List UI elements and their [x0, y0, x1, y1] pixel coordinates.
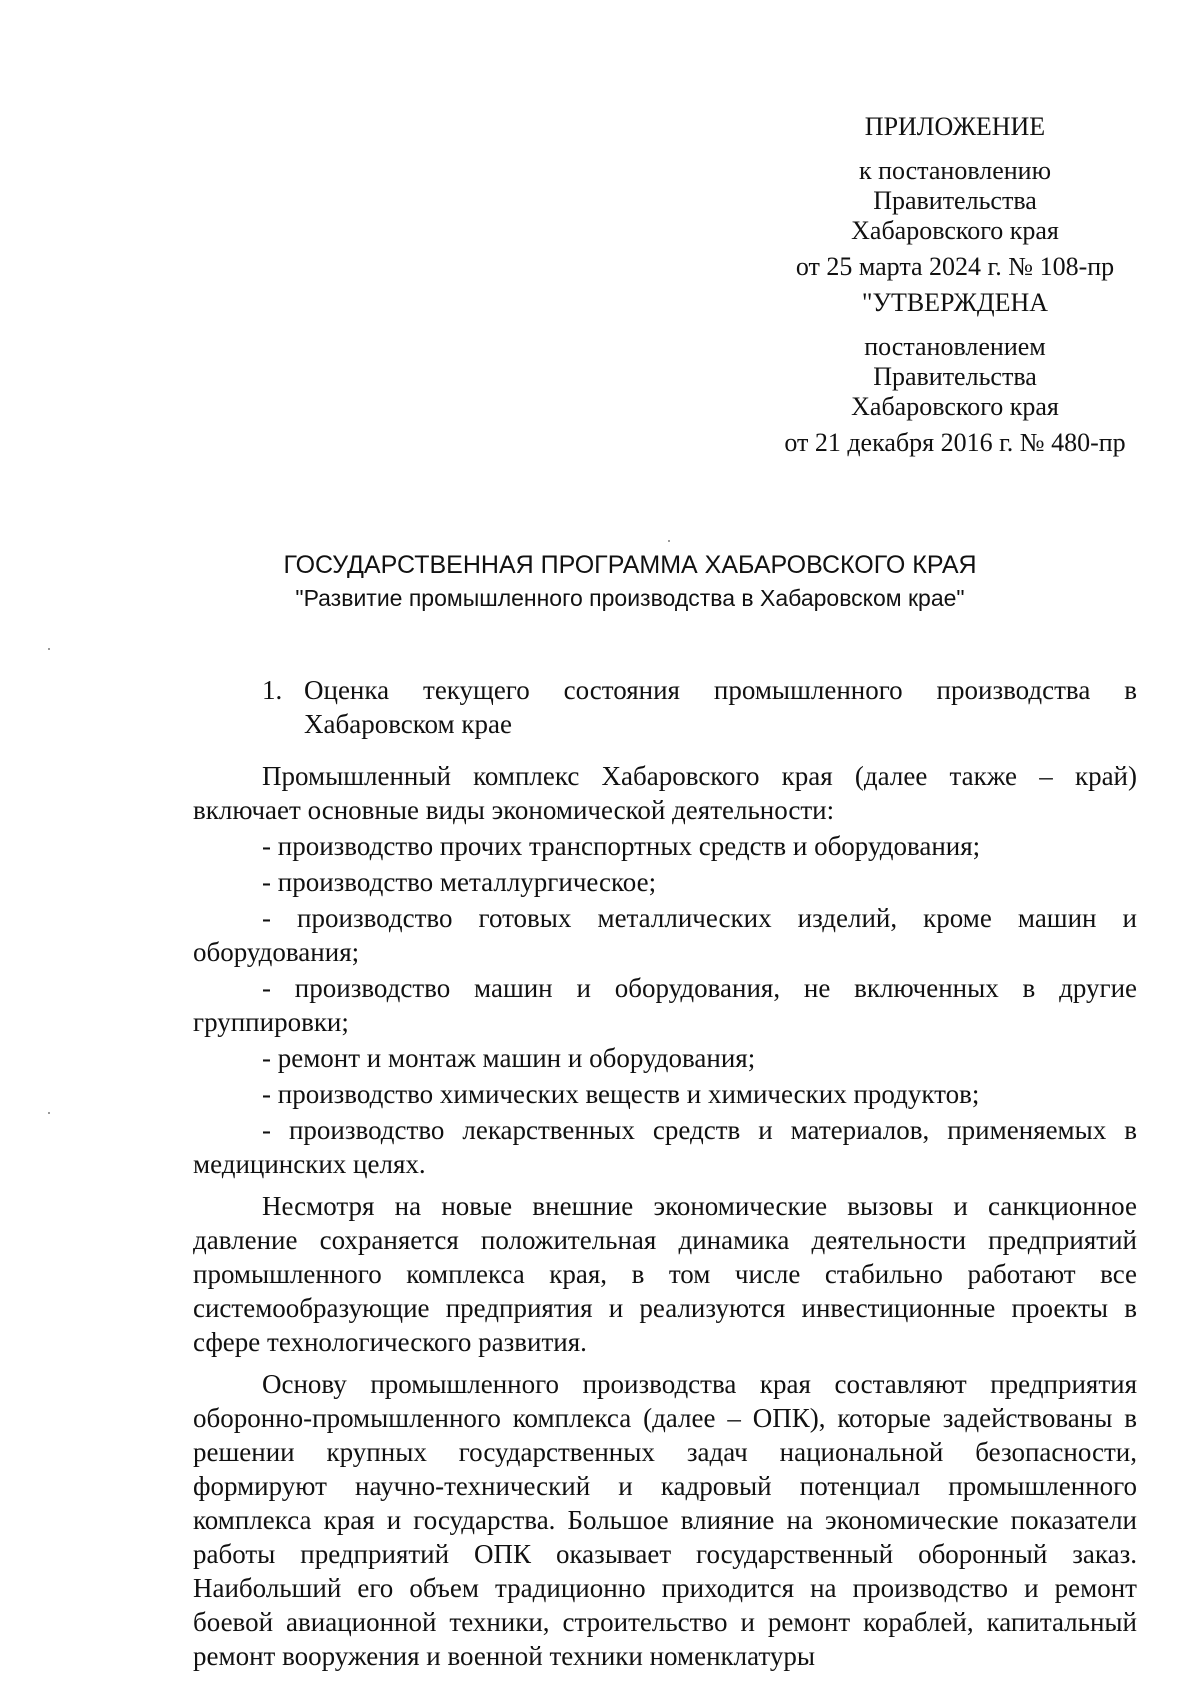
appendix-line-1: к постановлению	[858, 156, 1052, 185]
paragraph-challenges: Несмотря на новые внешние экономические вызовы и санкционное давление сохраняется положительная динамика деятельности предприятий промышленного комплекса края, в том числе стабильно работают все системообразующие предприятия и реализуются инвестиционные проекты в сфере технологического развития.	[193, 1191, 1137, 1357]
list-item: - производство машин и оборудования, не включенных в другие группировки;	[193, 973, 1137, 1037]
list-item: - производство химических веществ и химических продуктов;	[262, 1079, 980, 1109]
list-item: - производство прочих транспортных средств и оборудования;	[262, 831, 981, 861]
list-item: - производство лекарственных средств и материалов, применяемых в медицинских целях.	[193, 1115, 1137, 1179]
section-number: 1.	[262, 675, 283, 705]
scan-artifact	[48, 648, 50, 650]
list-item: - производство металлургическое;	[262, 867, 657, 897]
section-heading	[193, 673, 1137, 741]
appendix-heading: ПРИЛОЖЕНИЕ	[864, 112, 1046, 141]
appendix-date: от 25 марта 2024 г. № 108-пр	[795, 252, 1115, 281]
approved-line-3: Хабаровского края	[851, 392, 1059, 421]
list-item: - производство готовых металлических изделий, кроме машин и оборудования;	[193, 903, 1137, 967]
list-item: - ремонт и монтаж машин и оборудования;	[262, 1043, 756, 1073]
appendix-line-3: Хабаровского края	[851, 216, 1059, 245]
approved-line-2: Правительства	[873, 362, 1037, 391]
program-title-block	[200, 548, 1060, 614]
paragraph-defense-industry: Основу промышленного производства края составляют предприятия оборонно-промышленного комплекса (далее – ОПК), которые задействованы в решении крупных государственных задач национальной безопасности, формируют научно-технический и кадровый потенциал промышленного комплекса края и государства. Большое влияние на экономические показатели работы предприятий ОПК оказывает государственный оборонный заказ. Наибольший его объем традиционно приходится на производство и ремонт боевой авиационной техники, строительство и ремонт кораблей, капитальный ремонт вооружения и военной техники номенклатуры	[193, 1369, 1137, 1671]
scan-artifact	[668, 540, 670, 542]
intro-paragraph: Промышленный комплекс Хабаровского края (далее также – край) включает основные виды экономической деятельности:	[193, 761, 1137, 825]
appendix-line-2: Правительства	[873, 186, 1037, 215]
approved-label: "УТВЕРЖДЕНА	[861, 288, 1049, 317]
approved-date: от 21 декабря 2016 г. № 480-пр	[784, 428, 1126, 457]
section-title: Оценка текущего состояния промышленного производства в Хабаровском крае	[304, 675, 1137, 739]
scan-artifact	[48, 1112, 50, 1114]
approved-line-1: постановлением	[864, 332, 1046, 361]
document-body	[193, 673, 1137, 1673]
program-subtitle: "Развитие промышленного производства в Хабаровском крае"	[295, 585, 965, 611]
program-title: ГОСУДАРСТВЕННАЯ ПРОГРАММА ХАБАРОВСКОГО КРАЯ	[283, 551, 977, 579]
appendix-block	[755, 112, 1155, 458]
